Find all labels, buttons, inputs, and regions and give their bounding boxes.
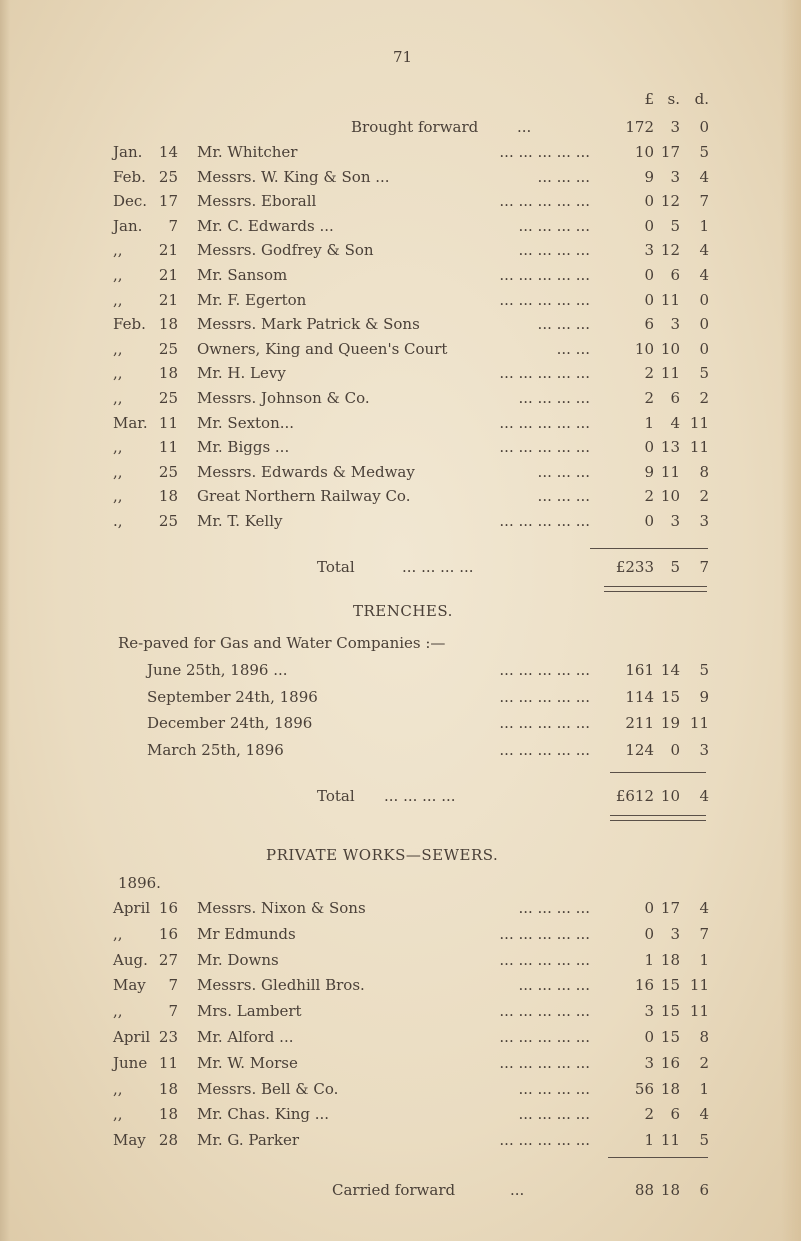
- private-pounds: 0: [644, 1028, 654, 1046]
- private-shillings: 11: [660, 1131, 680, 1150]
- carried-forward-pounds: 88: [634, 1181, 654, 1199]
- private-day: 27: [158, 950, 178, 969]
- entry-dots: ... ... ...: [537, 167, 590, 186]
- private-pounds: 0: [644, 899, 654, 917]
- private-name: Messrs. Gledhill Bros.: [197, 976, 365, 995]
- entry-pounds: 0: [644, 216, 654, 235]
- entry-pence: 11: [689, 413, 709, 432]
- trench-date: September 24th, 1896: [147, 687, 318, 706]
- private-pounds: 1: [644, 950, 654, 969]
- entry-month: .,: [113, 512, 123, 530]
- private-month: ,,: [113, 1105, 123, 1124]
- entry-name: Mr. H. Levy: [197, 364, 286, 383]
- private-pounds: 16: [634, 976, 654, 995]
- private-pence: 7: [699, 924, 709, 943]
- entry-pounds: 0: [644, 438, 654, 457]
- entry-month: ,,: [113, 266, 123, 284]
- entry-dots: ... ... ... ... ...: [499, 413, 590, 432]
- entry-day: 25: [158, 339, 178, 358]
- private-day: 16: [158, 899, 178, 917]
- entry-pounds: 3: [644, 241, 654, 260]
- entry-pence: 0: [699, 315, 709, 334]
- private-shillings: 15: [660, 976, 680, 995]
- entry-day: 25: [158, 389, 178, 407]
- rule-above-total2: [610, 772, 706, 773]
- carried-forward-label: Carried forward: [332, 1181, 456, 1199]
- private-name: Mr. G. Parker: [197, 1131, 300, 1150]
- trench-dots: ... ... ... ... ...: [499, 714, 590, 733]
- entry-name: Mr. Biggs ...: [197, 438, 290, 457]
- entry-name: Mr. Sexton...: [197, 413, 295, 432]
- entry-name: Great Northern Railway Co.: [197, 487, 411, 506]
- private-dots: ... ... ... ... ...: [499, 1131, 590, 1150]
- entry-pence: 5: [699, 143, 709, 161]
- entry-shillings: 3: [670, 315, 680, 334]
- private-month: ,,: [113, 924, 123, 943]
- entry-name: Messrs. Eborall: [197, 192, 317, 211]
- double-rule-total1: [604, 586, 707, 592]
- entry-dots: ... ... ... ... ...: [499, 192, 590, 211]
- entry-day: 21: [158, 266, 178, 284]
- private-month: May: [113, 1131, 146, 1150]
- entry-month: Feb.: [113, 167, 146, 186]
- trench-shillings: 0: [670, 740, 680, 759]
- entry-pounds: 10: [634, 339, 654, 358]
- private-shillings: 3: [670, 924, 680, 943]
- private-name: Messrs. Bell & Co.: [197, 1079, 339, 1098]
- private-day: 23: [158, 1028, 178, 1046]
- private-pence: 2: [699, 1053, 709, 1072]
- page-number: 71: [393, 48, 413, 66]
- entry-pence: 4: [699, 266, 709, 284]
- entry-pounds: 1: [644, 413, 654, 432]
- private-pence: 1: [699, 950, 709, 969]
- paper-edge-left: [0, 0, 10, 1241]
- entry-month: ,,: [113, 339, 123, 358]
- private-name: Mrs. Lambert: [197, 1002, 302, 1021]
- private-month: April: [113, 1028, 151, 1046]
- entry-name: Messrs. Mark Patrick & Sons: [197, 315, 420, 334]
- rule-above-total1: [590, 548, 708, 549]
- private-day: 28: [158, 1131, 178, 1150]
- entry-month: ,,: [113, 462, 123, 481]
- carried-forward-pence: 6: [699, 1181, 709, 1199]
- private-day: 18: [158, 1079, 178, 1098]
- private-pounds: 56: [634, 1079, 654, 1098]
- total2-shillings: 10: [660, 787, 680, 805]
- entry-pounds: 0: [644, 290, 654, 309]
- private-dots: ... ... ... ... ...: [499, 1028, 590, 1046]
- entry-month: Jan.: [113, 143, 143, 161]
- entry-dots: ... ... ... ... ...: [499, 143, 590, 161]
- entry-dots: ... ... ... ...: [518, 216, 590, 235]
- entry-day: 11: [158, 438, 178, 457]
- entry-day: 21: [158, 241, 178, 260]
- private-shillings: 17: [660, 899, 680, 917]
- entry-shillings: 3: [670, 512, 680, 530]
- private-month: May: [113, 976, 146, 995]
- trench-pence: 11: [689, 714, 709, 733]
- private-pounds: 0: [644, 924, 654, 943]
- private-name: Mr. Chas. King ...: [197, 1105, 330, 1124]
- entry-name: Messrs. Godfrey & Son: [197, 241, 374, 260]
- private-shillings: 18: [660, 1079, 680, 1098]
- private-pence: 11: [689, 1002, 709, 1021]
- entry-dots: ... ... ... ... ...: [499, 438, 590, 457]
- entry-day: 21: [158, 290, 178, 309]
- entry-pence: 7: [699, 192, 709, 211]
- brought-forward-label: Brought forward: [351, 118, 479, 136]
- private-pence: 8: [699, 1028, 709, 1046]
- header-pounds: £: [644, 90, 654, 108]
- entry-shillings: 6: [670, 389, 680, 407]
- private-dots: ... ... ... ... ...: [499, 924, 590, 943]
- private-pence: 4: [699, 899, 709, 917]
- entry-dots: ... ... ...: [537, 487, 590, 506]
- private-shillings: 18: [660, 950, 680, 969]
- brought-forward-pounds: 172: [625, 118, 654, 136]
- private-dots: ... ... ... ... ...: [499, 1002, 590, 1021]
- private-pounds: 2: [644, 1105, 654, 1124]
- trenches-heading: TRENCHES.: [353, 602, 453, 620]
- entry-month: ,,: [113, 438, 123, 457]
- entry-pounds: 2: [644, 364, 654, 383]
- private-month: April: [113, 899, 151, 917]
- trench-pence: 9: [699, 687, 709, 706]
- entry-pence: 2: [699, 487, 709, 506]
- entry-pence: 0: [699, 339, 709, 358]
- private-name: Mr. Downs: [197, 950, 279, 969]
- total2-pounds: £612: [615, 787, 654, 805]
- total1-pounds: £233: [615, 558, 654, 576]
- entry-name: Mr. C. Edwards ...: [197, 216, 334, 235]
- entry-pence: 5: [699, 364, 709, 383]
- private-dots: ... ... ... ...: [518, 899, 590, 917]
- entry-shillings: 11: [660, 462, 680, 481]
- trench-date: March 25th, 1896: [147, 740, 284, 759]
- entry-name: Messrs. W. King & Son ...: [197, 167, 390, 186]
- entry-name: Mr. Sansom: [197, 266, 288, 284]
- entry-name: Messrs. Edwards & Medway: [197, 462, 415, 481]
- private-shillings: 6: [670, 1105, 680, 1124]
- private-name: Mr Edmunds: [197, 924, 296, 943]
- private-day: 7: [168, 1002, 178, 1021]
- entry-pounds: 0: [644, 266, 654, 284]
- private-day: 7: [168, 976, 178, 995]
- trench-pounds: 161: [625, 661, 654, 679]
- entry-month: ,,: [113, 389, 123, 407]
- private-day: 18: [158, 1105, 178, 1124]
- trench-shillings: 15: [660, 687, 680, 706]
- entry-name: Messrs. Johnson & Co.: [197, 389, 370, 407]
- double-rule-total2: [610, 815, 706, 821]
- entry-pounds: 9: [644, 167, 654, 186]
- paper-edge-right: [781, 0, 801, 1241]
- trench-dots: ... ... ... ... ...: [499, 740, 590, 759]
- entry-day: 25: [158, 462, 178, 481]
- trench-date: December 24th, 1896: [147, 714, 313, 733]
- entry-pence: 0: [699, 290, 709, 309]
- entry-dots: ... ... ... ... ...: [499, 290, 590, 309]
- private-pounds: 1: [644, 1131, 654, 1150]
- private-heading: PRIVATE WORKS—SEWERS.: [266, 846, 499, 864]
- entry-pounds: 10: [634, 143, 654, 161]
- entry-day: 11: [158, 413, 178, 432]
- total2-dots: ... ... ... ...: [384, 787, 456, 805]
- trench-pence: 5: [699, 661, 709, 679]
- entry-pounds: 0: [644, 192, 654, 211]
- entry-day: 18: [158, 487, 178, 506]
- entry-month: ,,: [113, 290, 123, 309]
- total2-label: Total: [317, 787, 355, 805]
- private-month: ,,: [113, 1079, 123, 1098]
- entry-month: ,,: [113, 364, 123, 383]
- entry-month: ,,: [113, 487, 123, 506]
- entry-pounds: 2: [644, 487, 654, 506]
- entry-month: ,,: [113, 241, 123, 260]
- entry-shillings: 11: [660, 290, 680, 309]
- entry-pence: 3: [699, 512, 709, 530]
- total1-label: Total: [317, 558, 355, 576]
- entry-pence: 1: [699, 216, 709, 235]
- entry-pence: 2: [699, 389, 709, 407]
- total1-dots: ... ... ... ...: [402, 558, 474, 576]
- entry-month: Dec.: [113, 192, 148, 211]
- entry-month: Jan.: [113, 216, 143, 235]
- entry-shillings: 10: [660, 339, 680, 358]
- entry-dots: ... ... ... ... ...: [499, 266, 590, 284]
- entry-name: Mr. Whitcher: [197, 143, 298, 161]
- private-name: Messrs. Nixon & Sons: [197, 899, 366, 917]
- entry-day: 7: [168, 216, 178, 235]
- entry-pence: 8: [699, 462, 709, 481]
- entry-pounds: 2: [644, 389, 654, 407]
- trench-pounds: 114: [625, 687, 654, 706]
- private-day: 11: [158, 1053, 178, 1072]
- private-month: Aug.: [113, 950, 148, 969]
- entry-pence: 4: [699, 241, 709, 260]
- trench-shillings: 14: [660, 661, 680, 679]
- entry-dots: ... ... ... ...: [518, 241, 590, 260]
- entry-day: 25: [158, 512, 178, 530]
- private-shillings: 15: [660, 1028, 680, 1046]
- trench-shillings: 19: [660, 714, 680, 733]
- private-month: June: [113, 1053, 148, 1072]
- private-pounds: 3: [644, 1053, 654, 1072]
- private-dots: ... ... ... ...: [518, 1079, 590, 1098]
- private-dots: ... ... ... ... ...: [499, 950, 590, 969]
- trench-dots: ... ... ... ... ...: [499, 687, 590, 706]
- trench-date: June 25th, 1896 ...: [147, 661, 288, 679]
- total2-pence: 4: [699, 787, 709, 805]
- entry-name: Mr. T. Kelly: [197, 512, 283, 530]
- brought-forward-dots: ...: [517, 118, 532, 136]
- carried-forward-shillings: 18: [660, 1181, 680, 1199]
- trench-dots: ... ... ... ... ...: [499, 661, 590, 679]
- entry-shillings: 17: [660, 143, 680, 161]
- entry-shillings: 6: [670, 266, 680, 284]
- private-shillings: 15: [660, 1002, 680, 1021]
- entry-month: Feb.: [113, 315, 146, 334]
- entry-day: 18: [158, 315, 178, 334]
- header-pence: d.: [694, 90, 709, 108]
- entry-pounds: 6: [644, 315, 654, 334]
- entry-shillings: 12: [660, 241, 680, 260]
- brought-forward-pence: 0: [699, 118, 709, 136]
- entry-shillings: 5: [670, 216, 680, 235]
- private-pounds: 3: [644, 1002, 654, 1021]
- header-shillings: s.: [667, 90, 680, 108]
- entry-dots: ... ...: [556, 339, 590, 358]
- entry-month: Mar.: [113, 413, 148, 432]
- private-dots: ... ... ... ...: [518, 976, 590, 995]
- entry-shillings: 4: [670, 413, 680, 432]
- entry-shillings: 13: [660, 438, 680, 457]
- private-name: Mr. W. Morse: [197, 1053, 298, 1072]
- trench-pounds: 124: [625, 740, 654, 759]
- carried-forward-dots: ...: [510, 1181, 525, 1199]
- private-shillings: 16: [660, 1053, 680, 1072]
- private-day: 16: [158, 924, 178, 943]
- entry-dots: ... ... ... ... ...: [499, 364, 590, 383]
- entry-pence: 4: [699, 167, 709, 186]
- private-dots: ... ... ... ...: [518, 1105, 590, 1124]
- private-pence: 5: [699, 1131, 709, 1150]
- private-year: 1896.: [118, 874, 161, 892]
- entry-shillings: 10: [660, 487, 680, 506]
- entry-dots: ... ... ... ...: [518, 389, 590, 407]
- entry-name: Mr. F. Egerton: [197, 290, 307, 309]
- trench-pounds: 211: [625, 714, 654, 733]
- total1-pence: 7: [699, 558, 709, 576]
- entry-name: Owners, King and Queen's Court: [197, 339, 448, 358]
- total1-shillings: 5: [670, 558, 680, 576]
- entry-dots: ... ... ... ... ...: [499, 512, 590, 530]
- entry-day: 25: [158, 167, 178, 186]
- private-dots: ... ... ... ... ...: [499, 1053, 590, 1072]
- entry-shillings: 3: [670, 167, 680, 186]
- private-pence: 1: [699, 1079, 709, 1098]
- entry-day: 17: [158, 192, 178, 211]
- entry-shillings: 11: [660, 364, 680, 383]
- private-pence: 4: [699, 1105, 709, 1124]
- entry-dots: ... ... ...: [537, 462, 590, 481]
- entry-pounds: 9: [644, 462, 654, 481]
- entry-pence: 11: [689, 438, 709, 457]
- trench-pence: 3: [699, 740, 709, 759]
- private-month: ,,: [113, 1002, 123, 1021]
- entry-shillings: 12: [660, 192, 680, 211]
- entry-dots: ... ... ...: [537, 315, 590, 334]
- private-pence: 11: [689, 976, 709, 995]
- brought-forward-shillings: 3: [670, 118, 680, 136]
- rule-above-carried: [608, 1157, 708, 1158]
- entry-day: 18: [158, 364, 178, 383]
- trenches-intro: Re-paved for Gas and Water Companies :—: [118, 634, 446, 652]
- entry-day: 14: [158, 143, 178, 161]
- private-name: Mr. Alford ...: [197, 1028, 294, 1046]
- entry-pounds: 0: [644, 512, 654, 530]
